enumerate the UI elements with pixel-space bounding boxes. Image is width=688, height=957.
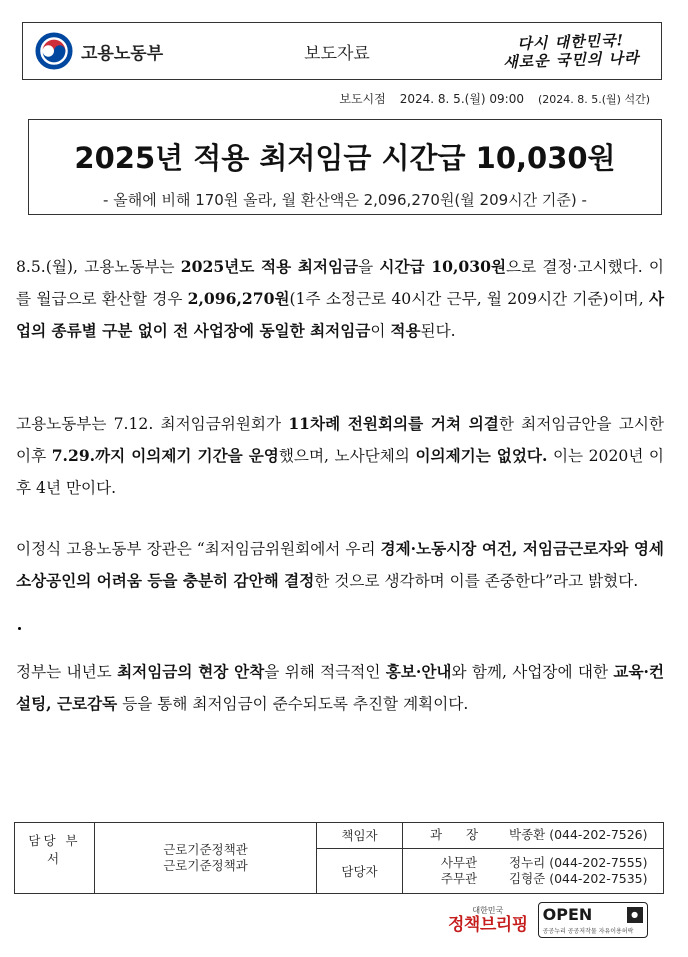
responsible-label: 책임자 — [317, 823, 403, 849]
emphasis-text: 최저임금의 현장 안착 — [117, 662, 265, 681]
slogan — [480, 30, 661, 72]
staff-label: 담당자 — [317, 848, 403, 893]
paragraph-3 — [16, 533, 664, 597]
emphasis-text: 2025년도 적용 최저임금 — [180, 257, 359, 276]
release-label: 보도시점 — [339, 92, 386, 106]
briefing-small-text: 대한민국 — [472, 905, 504, 915]
emphasis-text: 7.29.까지 이의제기 기간을 운영 — [51, 446, 279, 465]
contact-label: 담당 부서 — [15, 823, 95, 894]
briefing-logo-text: 정책브리핑 — [448, 914, 528, 935]
page-title: 2025년 적용 최저임금 시간급 10,030원 — [74, 141, 616, 175]
body-text: 한 최저임금안을 고시한 이후 — [16, 415, 664, 465]
body-text: 을 위해 적극적인 — [264, 663, 386, 681]
open-caption: 공공누리 공공저작물 자유이용허락 — [542, 928, 634, 935]
emphasis-text: 경제·노동시장 여건, 저임금근로자와 영세소상공인의 어려움 등을 충분히 감안해 결정 — [16, 539, 665, 590]
body-text: (1주 소정근로 40시간 근무, 월 209시간 기준)이며, — [289, 290, 649, 308]
attribution-badge-icon: ● — [627, 907, 643, 923]
taegeuk-icon — [35, 32, 73, 70]
emphasis-text: 홍보·안내 — [385, 662, 452, 681]
paragraph-4 — [16, 656, 664, 720]
body-text: 와 함께, 사업장에 대한 — [451, 663, 614, 681]
emphasis-text: 2,096,270원 — [187, 289, 290, 308]
body-text: 정부는 내년도 — [16, 663, 118, 681]
press-header — [22, 22, 662, 80]
staff-persons — [403, 848, 664, 893]
body-text: 한 것으로 생각하며 이를 존중한다”라고 밝혔다. — [314, 572, 639, 590]
contact-table — [14, 822, 664, 894]
emphasis-text: 사업의 종류별 구분 없이 전 사업장에 동일한 최저임금 — [16, 289, 665, 340]
body-text: 을 — [358, 258, 380, 276]
body-text: 등을 통해 최저임금이 준수되도록 추진할 계획이다. — [117, 695, 469, 713]
department-2: 근로기준정책과 — [163, 858, 248, 873]
person-name: 박종환 (044-202-7526) — [509, 827, 648, 843]
title-box — [28, 119, 662, 215]
paragraph-1 — [16, 251, 664, 347]
emphasis-text: 이의제기는 없었다. — [415, 446, 548, 465]
responsible-person — [403, 823, 664, 849]
document-type: 보도자료 — [304, 43, 370, 64]
slogan-line-1: 다시 대한민국! — [517, 31, 625, 53]
body-text: 했으며, 노사단체의 — [278, 447, 416, 465]
ministry-logo — [23, 23, 193, 79]
person-position: 주무관 — [440, 870, 478, 886]
release-time — [339, 90, 650, 107]
release-evening: (2024. 8. 5.(월) 석간) — [537, 93, 650, 106]
release-datetime: 2024. 8. 5.(월) 09:00 — [399, 92, 524, 106]
paragraph-2 — [16, 408, 664, 504]
policy-briefing-logo — [448, 906, 528, 935]
department-1: 근로기준정책관 — [163, 842, 248, 857]
open-word: OPEN — [542, 905, 593, 924]
body-text: 이 — [370, 322, 391, 340]
contact-department — [95, 823, 317, 894]
body-text: 이는 2020년 이후 4년 만이다. — [16, 447, 664, 497]
person-position: 과 장 — [429, 827, 489, 843]
person-name: 정누리 (044-202-7555) — [509, 854, 648, 870]
body-text: 8.5.(월), 고용노동부는 — [16, 258, 181, 276]
page-subtitle: - 올해에 비해 170원 올라, 월 환산액은 2,096,270원(월 209시간 기준) - — [103, 191, 587, 209]
slogan-line-2: 새로운 국민의 나라 — [502, 48, 640, 72]
emphasis-text: 적용 — [390, 321, 421, 340]
person-position: 사무관 — [440, 854, 478, 870]
emphasis-text: 교육·컨설팅, 근로감독 — [16, 662, 665, 713]
footer-logos — [448, 902, 648, 938]
stray-mark — [18, 627, 21, 630]
body-text: 고용노동부는 7.12. 최저임금위원회가 — [16, 415, 289, 433]
emphasis-text: 11차례 전원회의를 거쳐 의결 — [288, 414, 499, 433]
body-text: 이정식 고용노동부 장관은 “최저임금위원회에서 우리 — [16, 540, 381, 558]
ministry-name: 고용노동부 — [81, 43, 164, 64]
body-text: 으로 결정·고시했다. 이를 월급으로 환산할 경우 — [16, 258, 664, 308]
person-name: 김형준 (044-202-7535) — [509, 870, 648, 886]
body-text: 된다. — [420, 322, 456, 340]
emphasis-text: 시간급 10,030원 — [379, 257, 507, 276]
kogl-open-logo — [538, 902, 648, 938]
